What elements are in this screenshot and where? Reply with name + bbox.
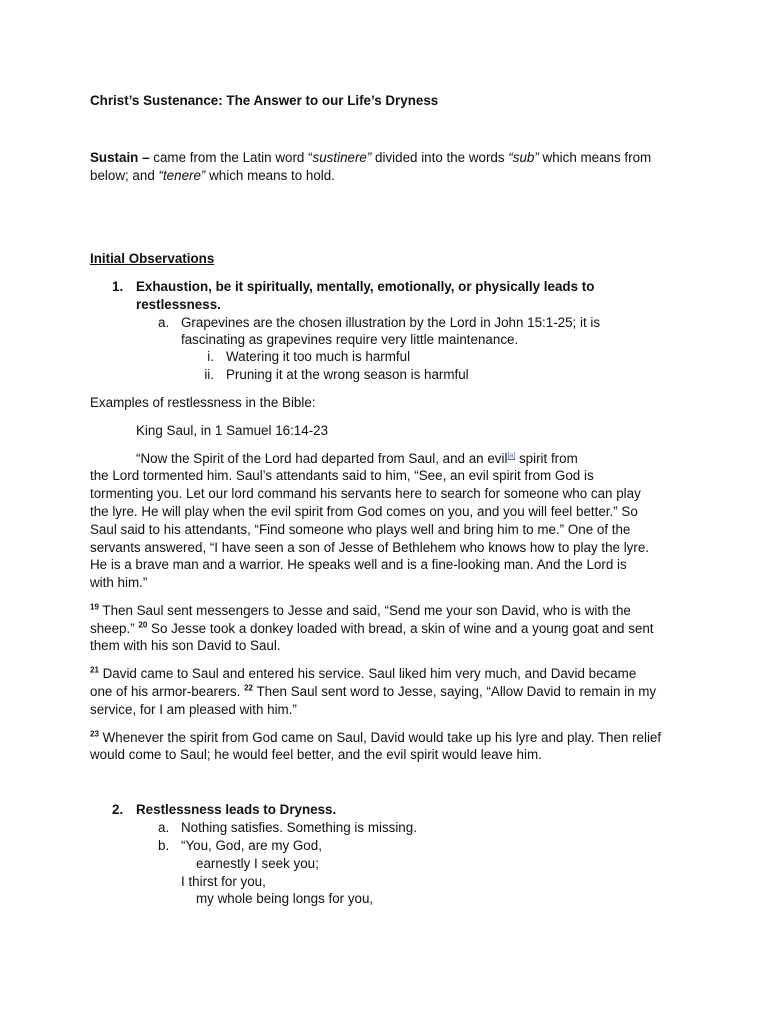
- passage-p1-line-2: the Lord tormented him. Saul’s attendants said to him, “See, an evil spirit from God is: [90, 468, 594, 483]
- item1-heading-line-2: restlessness.: [136, 297, 221, 312]
- item2-sub-a-text: Nothing satisfies. Something is missing.: [181, 820, 417, 835]
- item1-sub-a-line-1: Grapevines are the chosen illustration by the Lord in John 15:1-25; it is: [181, 315, 601, 330]
- passage-p1-line-8: with him.”: [90, 575, 148, 590]
- passage-p4-line-1: $^{23}$ Whenever the spirit from God came on Saul, David would take up his lyre and play. Then relief: [90, 729, 662, 745]
- list-number-1: 1.: [112, 279, 124, 294]
- passage-p4-line-2: would come to Saul; he would feel better, and the evil spirit would leave him.: [90, 747, 542, 762]
- passage-p1-line-1: “Now the Spirit of the Lord had departed from Saul, and an evil[a] spirit from: [136, 451, 578, 466]
- item1-heading-line-1: Exhaustion, be it spiritually, mentally, emotionally, or physically leads to: [136, 279, 595, 294]
- item2-heading: Restlessness leads to Dryness.: [136, 802, 337, 817]
- verse-number: 23: [90, 729, 99, 739]
- passage-p2-line-3: them with his son David to Saul.: [90, 638, 281, 653]
- passage-p3-line-2: one of his armor-bearers. $^{22}$ Then Saul sent word to Jesse, saying, “Allow David to remain in my: [90, 683, 657, 699]
- definition-line-2: below; and “tenere” which means to hold.: [90, 168, 335, 183]
- passage-p2-line-2: sheep.” $^{20}$ So Jesse took a donkey loaded with bread, a skin of wine and a young goat and sent: [90, 620, 654, 636]
- definition-line-1: Sustain – came from the Latin word “sustinere” divided into the words “sub” which means from: [90, 150, 652, 165]
- verse-number: 21: [90, 665, 99, 675]
- psalm-line-2: earnestly I seek you;: [196, 856, 319, 871]
- item1-sub-i-marker: i.: [207, 349, 214, 364]
- passage-p1-line-4: the lyre. He will play when the evil spirit from God comes on you, and you will feel better.” So: [90, 504, 638, 519]
- item1-sub-a-line-2: fascinating as grapevines require very little maintenance.: [181, 332, 519, 347]
- item2-sub-a-marker: a.: [158, 820, 170, 835]
- verse-number: 19: [90, 602, 99, 612]
- item2-sub-b-marker: b.: [158, 838, 170, 853]
- psalm-line-1: “You, God, are my God,: [181, 838, 322, 853]
- section-heading: Initial Observations: [90, 251, 215, 266]
- passage-p1-line-3: tormenting you. Let our lord command his servants here to search for someone who can play: [90, 486, 641, 501]
- examples-intro: Examples of restlessness in the Bible:: [90, 395, 316, 410]
- item1-sub-i-text: Watering it too much is harmful: [226, 349, 411, 364]
- item1-sub-ii-marker: ii.: [204, 367, 214, 382]
- item1-sub-a-marker: a.: [158, 315, 170, 330]
- psalm-line-3: I thirst for you,: [181, 874, 266, 889]
- psalm-line-4: my whole being longs for you,: [196, 891, 374, 906]
- verse-number: 22: [244, 683, 253, 693]
- document-title: Christ’s Sustenance: The Answer to our Life’s Dryness: [90, 93, 439, 108]
- scripture-reference: King Saul, in 1 Samuel 16:14-23: [136, 423, 329, 438]
- passage-p1-line-5: Saul said to his attendants, “Find someone who plays well and bring him to me.” One of the: [90, 522, 631, 537]
- passage-p2-line-1: $^{19}$ Then Saul sent messengers to Jesse and said, “Send me your son David, who is with the: [90, 602, 631, 618]
- passage-p1-line-7: He is a brave man and a warrior. He speaks well and is a fine-looking man. And the Lord is: [90, 557, 627, 572]
- passage-p3-line-1: $^{21}$ David came to Saul and entered his service. Saul liked him very much, and David became: [90, 665, 637, 681]
- footnote-link[interactable]: [a]: [507, 452, 516, 460]
- verse-number: 20: [138, 620, 148, 630]
- definition-term: Sustain –: [90, 150, 150, 165]
- passage-p1-line-6: servants answered, “I have seen a son of Jesse of Bethlehem who knows how to play the lyre.: [90, 540, 649, 555]
- list-number-2: 2.: [112, 802, 124, 817]
- passage-p3-line-3: service, for I am pleased with him.”: [90, 702, 297, 717]
- item1-sub-ii-text: Pruning it at the wrong season is harmful: [226, 367, 469, 382]
